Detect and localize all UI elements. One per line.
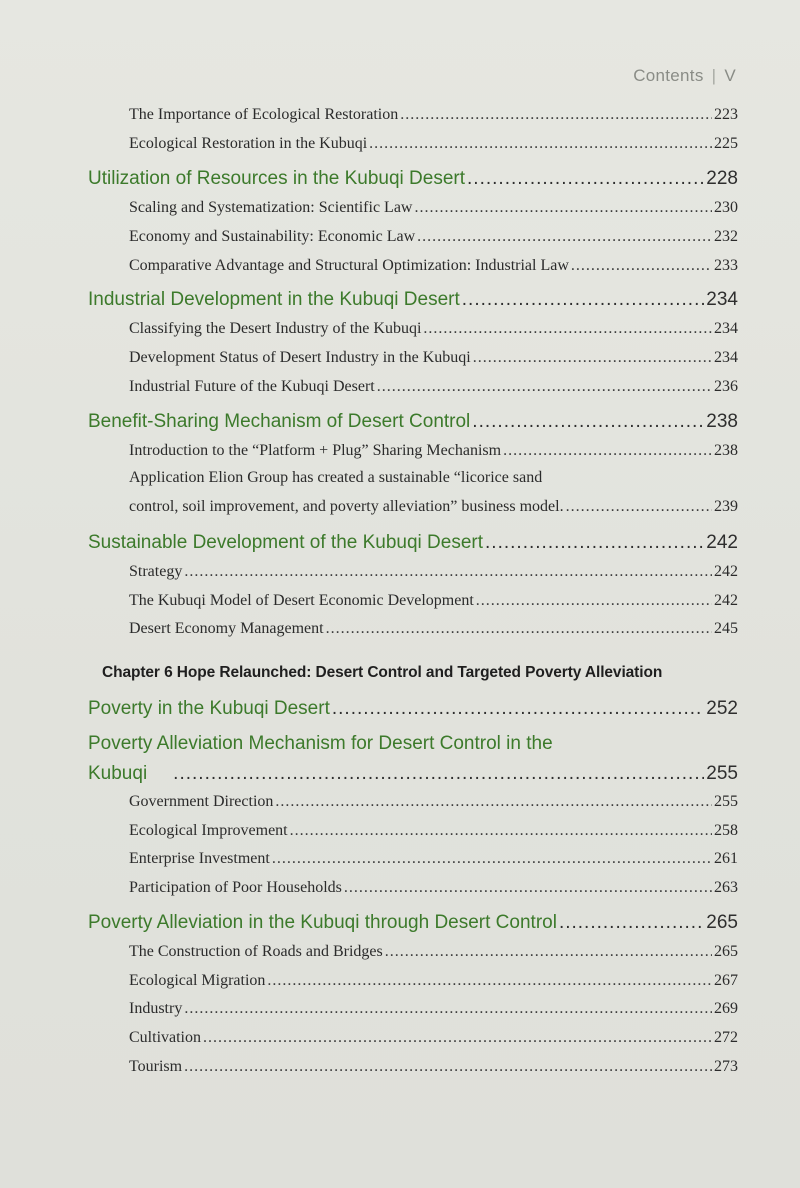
toc-page-number: 239 [714, 498, 738, 515]
dot-leader [184, 563, 712, 581]
toc-page-number: 255 [706, 763, 738, 784]
toc-section[interactable] [88, 289, 738, 311]
toc-page-number: 232 [714, 228, 738, 245]
toc-page-number: 230 [714, 199, 738, 216]
toc-page-number: 228 [706, 168, 738, 189]
toc-subentry[interactable] [129, 943, 738, 961]
dot-leader [414, 199, 712, 217]
dot-leader [400, 106, 712, 124]
dot-leader [503, 442, 712, 460]
toc-subentry[interactable] [129, 498, 738, 516]
dot-leader [267, 972, 712, 990]
toc-entry-title: Ecological Improvement [129, 822, 288, 839]
toc-subentry[interactable] [129, 228, 738, 246]
dot-leader [423, 320, 712, 338]
dot-leader [559, 912, 704, 934]
toc-section[interactable] [88, 912, 738, 934]
toc-page-number: 225 [714, 135, 738, 152]
toc-subentry[interactable] [129, 879, 738, 897]
dot-leader [290, 822, 712, 840]
dot-leader [184, 1000, 712, 1018]
dot-leader [385, 943, 712, 961]
toc-section[interactable] [88, 698, 738, 720]
toc-page-number: 234 [706, 289, 738, 310]
toc-section-title: Kubuqi [88, 763, 148, 784]
dot-leader [473, 349, 712, 367]
toc-entry-title: Ecological Migration [129, 972, 266, 989]
toc-section-title: Industrial Development in the Kubuqi Desert [88, 289, 460, 310]
toc-page-number: 236 [714, 378, 738, 395]
toc-section-title: Sustainable Development of the Kubuqi Desert [88, 532, 484, 553]
toc-section-title: Poverty Alleviation in the Kubuqi through Desert Control [88, 912, 557, 933]
toc-page-number: 238 [706, 411, 738, 432]
toc-subentry[interactable] [129, 1029, 738, 1047]
dot-leader [566, 498, 712, 516]
dot-leader [472, 411, 704, 433]
toc-subentry[interactable] [129, 972, 738, 990]
toc-entry-title: Economy and Sustainability: Economic Law [129, 228, 416, 245]
toc-subentry[interactable] [129, 106, 738, 124]
toc-entry-title: Enterprise Investment [129, 850, 270, 867]
dot-leader [203, 1029, 712, 1047]
toc-page-number: 234 [714, 349, 738, 366]
toc-entry-title: The Construction of Roads and Bridges [129, 943, 383, 960]
toc-subentry[interactable] [129, 1058, 738, 1076]
toc-page-number: 265 [714, 943, 738, 960]
toc-page-number: 242 [714, 592, 738, 609]
dot-leader [272, 850, 712, 868]
toc-page-number: 258 [714, 822, 738, 839]
toc-subentry[interactable] [129, 257, 738, 275]
toc-subentry[interactable] [129, 320, 738, 338]
toc-page-number: 223 [714, 106, 738, 123]
dot-leader [377, 378, 712, 396]
toc-subentry[interactable] [129, 850, 738, 868]
toc-entry-title: Government Direction [129, 793, 274, 810]
toc-section-title: Poverty in the Kubuqi Desert [88, 698, 330, 719]
toc-section[interactable] [88, 411, 738, 433]
toc-subentry[interactable] [129, 620, 738, 638]
toc-page-number: 245 [714, 620, 738, 637]
toc-entry-title: Ecological Restoration in the Kubuqi [129, 135, 368, 152]
toc-section-title-line1[interactable]: Poverty Alleviation Mechanism for Desert Control in the [88, 733, 553, 754]
toc-subentry[interactable] [129, 822, 738, 840]
toc-entry-title: control, soil improvement, and poverty alleviation” business model. [129, 498, 564, 515]
toc-section-title: Benefit-Sharing Mechanism of Desert Control [88, 411, 471, 432]
toc-page-number: 234 [714, 320, 738, 337]
toc-page-number: 255 [714, 793, 738, 810]
toc-section[interactable] [88, 532, 738, 554]
running-head-separator: | [711, 66, 717, 85]
toc-page-number: 263 [714, 879, 738, 896]
toc-entry-title: Participation of Poor Households [129, 879, 342, 896]
toc-subentry[interactable] [129, 563, 738, 581]
toc-page-number: 273 [714, 1058, 738, 1075]
toc-entry-title: Industrial Future of the Kubuqi Desert [129, 378, 375, 395]
toc-subentry-line1[interactable]: Application Elion Group has created a sustainable “licorice sand [129, 469, 543, 486]
toc-entry-title: Scaling and Systematization: Scientific Law [129, 199, 413, 216]
dot-leader [485, 532, 704, 554]
toc-subentry[interactable] [129, 199, 738, 217]
running-head-page-number: V [724, 66, 736, 85]
toc-subentry[interactable] [129, 793, 738, 811]
toc-entry-title: Comparative Advantage and Structural Optimization: Industrial Law [129, 257, 569, 274]
toc-page-number: 272 [714, 1029, 738, 1046]
toc-page-number: 261 [714, 850, 738, 867]
dot-leader [173, 763, 704, 785]
dot-leader [184, 1058, 712, 1076]
toc-page-number: 238 [714, 442, 738, 459]
dot-leader [462, 289, 705, 311]
toc-subentry[interactable] [129, 378, 738, 396]
toc-page-number: 242 [706, 532, 738, 553]
toc-entry-title: The Kubuqi Model of Desert Economic Development [129, 592, 474, 609]
toc-page-number: 252 [706, 698, 738, 719]
running-head [633, 66, 736, 86]
dot-leader [275, 793, 712, 811]
toc-subentry[interactable] [129, 592, 738, 610]
toc-entry-title: The Importance of Ecological Restoration [129, 106, 399, 123]
toc-page-number: 233 [714, 257, 738, 274]
toc-entry-title: Introduction to the “Platform + Plug” Sharing Mechanism [129, 442, 502, 459]
toc-section-title: Utilization of Resources in the Kubuqi Desert [88, 168, 466, 189]
dot-leader [571, 257, 712, 275]
toc-subentry[interactable] [129, 442, 738, 460]
toc-page-number: 265 [706, 912, 738, 933]
toc-subentry[interactable] [129, 135, 738, 153]
dot-leader [476, 592, 712, 610]
toc-section[interactable] [88, 763, 738, 785]
dot-leader [332, 698, 704, 720]
dot-leader [344, 879, 712, 897]
toc-page-number: 267 [714, 972, 738, 989]
dot-leader [326, 620, 712, 638]
dot-leader [467, 168, 704, 190]
toc-entry-title: Tourism [129, 1058, 183, 1075]
dot-leader [417, 228, 712, 246]
toc-subentry[interactable] [129, 1000, 738, 1018]
toc-entry-title: Industry [129, 1000, 183, 1017]
toc-section[interactable] [88, 168, 738, 190]
toc-entry-title: Strategy [129, 563, 183, 580]
toc-entry-title: Development Status of Desert Industry in the Kubuqi [129, 349, 471, 366]
running-head-section: Contents [633, 66, 704, 85]
dot-leader [369, 135, 712, 153]
toc-entry-title: Classifying the Desert Industry of the Kubuqi [129, 320, 422, 337]
chapter-heading[interactable]: Chapter 6 Hope Relaunched: Desert Control and Targeted Poverty Alleviation [102, 664, 663, 681]
toc-page-number: 242 [714, 563, 738, 580]
toc-page-number: 269 [714, 1000, 738, 1017]
toc-entry-title: Desert Economy Management [129, 620, 324, 637]
toc-subentry[interactable] [129, 349, 738, 367]
toc-entry-title: Cultivation [129, 1029, 201, 1046]
